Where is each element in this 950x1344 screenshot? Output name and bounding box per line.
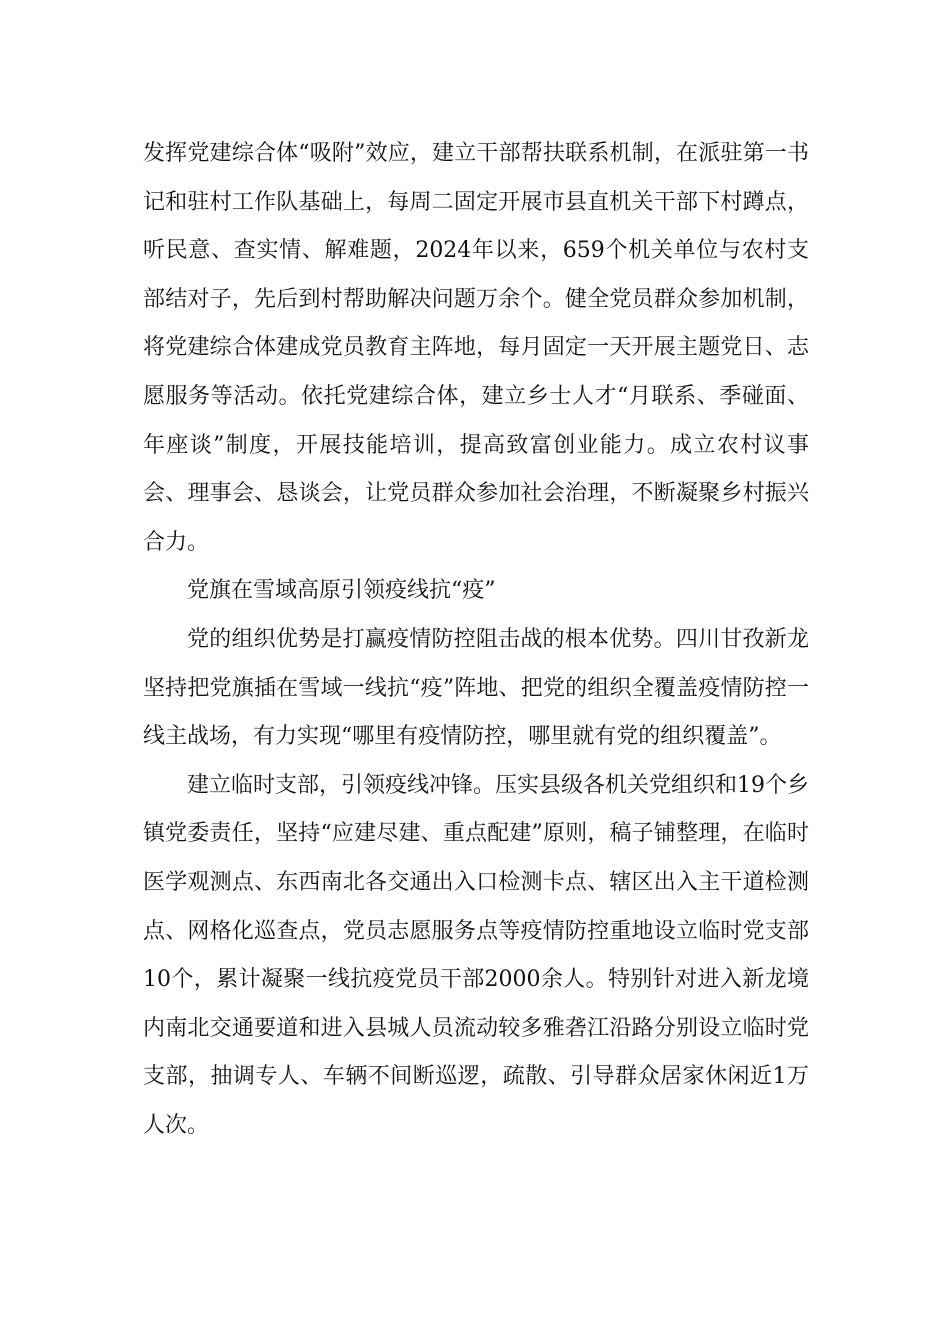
- body-paragraph-2: 党的组织优势是打赢疫情防控阻击战的根本优势。四川甘孜新龙坚持把党旗插在雪域一线抗“疫”阵地、把党的组织全覆盖疫情防控一线主战场，有力实现“哪里有疫情防控，哪里就有党的组织覆盖”。: [143, 626, 809, 750]
- body-paragraph-3: 建立临时支部，引领疫线冲锋。压实县级各机关党组织和19个乡镇党委责任，坚持“应建尽建、重点配建”原则，稿子铺整理，在临时医学观测点、东西南北各交通出入口检测卡点、辖区出入主干道检测点、网格化巡查点，党员志愿服务点等疫情防控重地设立临时党支部10个，累计凝聚一线抗疫党员干部2000余人。特别针对进入新龙境内南北交通要道和进入县城人员流动较多雅砻江沿路分别设立临时党支部，抽调专人、车辆不间断巡逻，疏散、引导群众居家休闲近1万人次。: [143, 772, 809, 1138]
- body-paragraph-1: 发挥党建综合体“吸附”效应，建立干部帮扶联系机制，在派驻第一书记和驻村工作队基础上，每周二固定开展市县直机关干部下村蹲点，听民意、查实情、解难题，2024年以来，659个机关单位与农村支部结对子，先后到村帮助解决问题万余个。健全党员群众参加机制，将党建综合体建成党员教育主阵地，每月固定一天开展主题党日、志愿服务等活动。依托党建综合体，建立乡士人才“月联系、季碰面、年座谈”制度，开展技能培训，提高致富创业能力。成立农村议事会、理事会、恳谈会，让党员群众参加社会治理，不断凝聚乡村振兴合力。: [143, 141, 809, 555]
- section-heading: 党旗在雪域高原引领疫线抗“疫”: [187, 578, 496, 604]
- document-page: [143, 130, 809, 1150]
